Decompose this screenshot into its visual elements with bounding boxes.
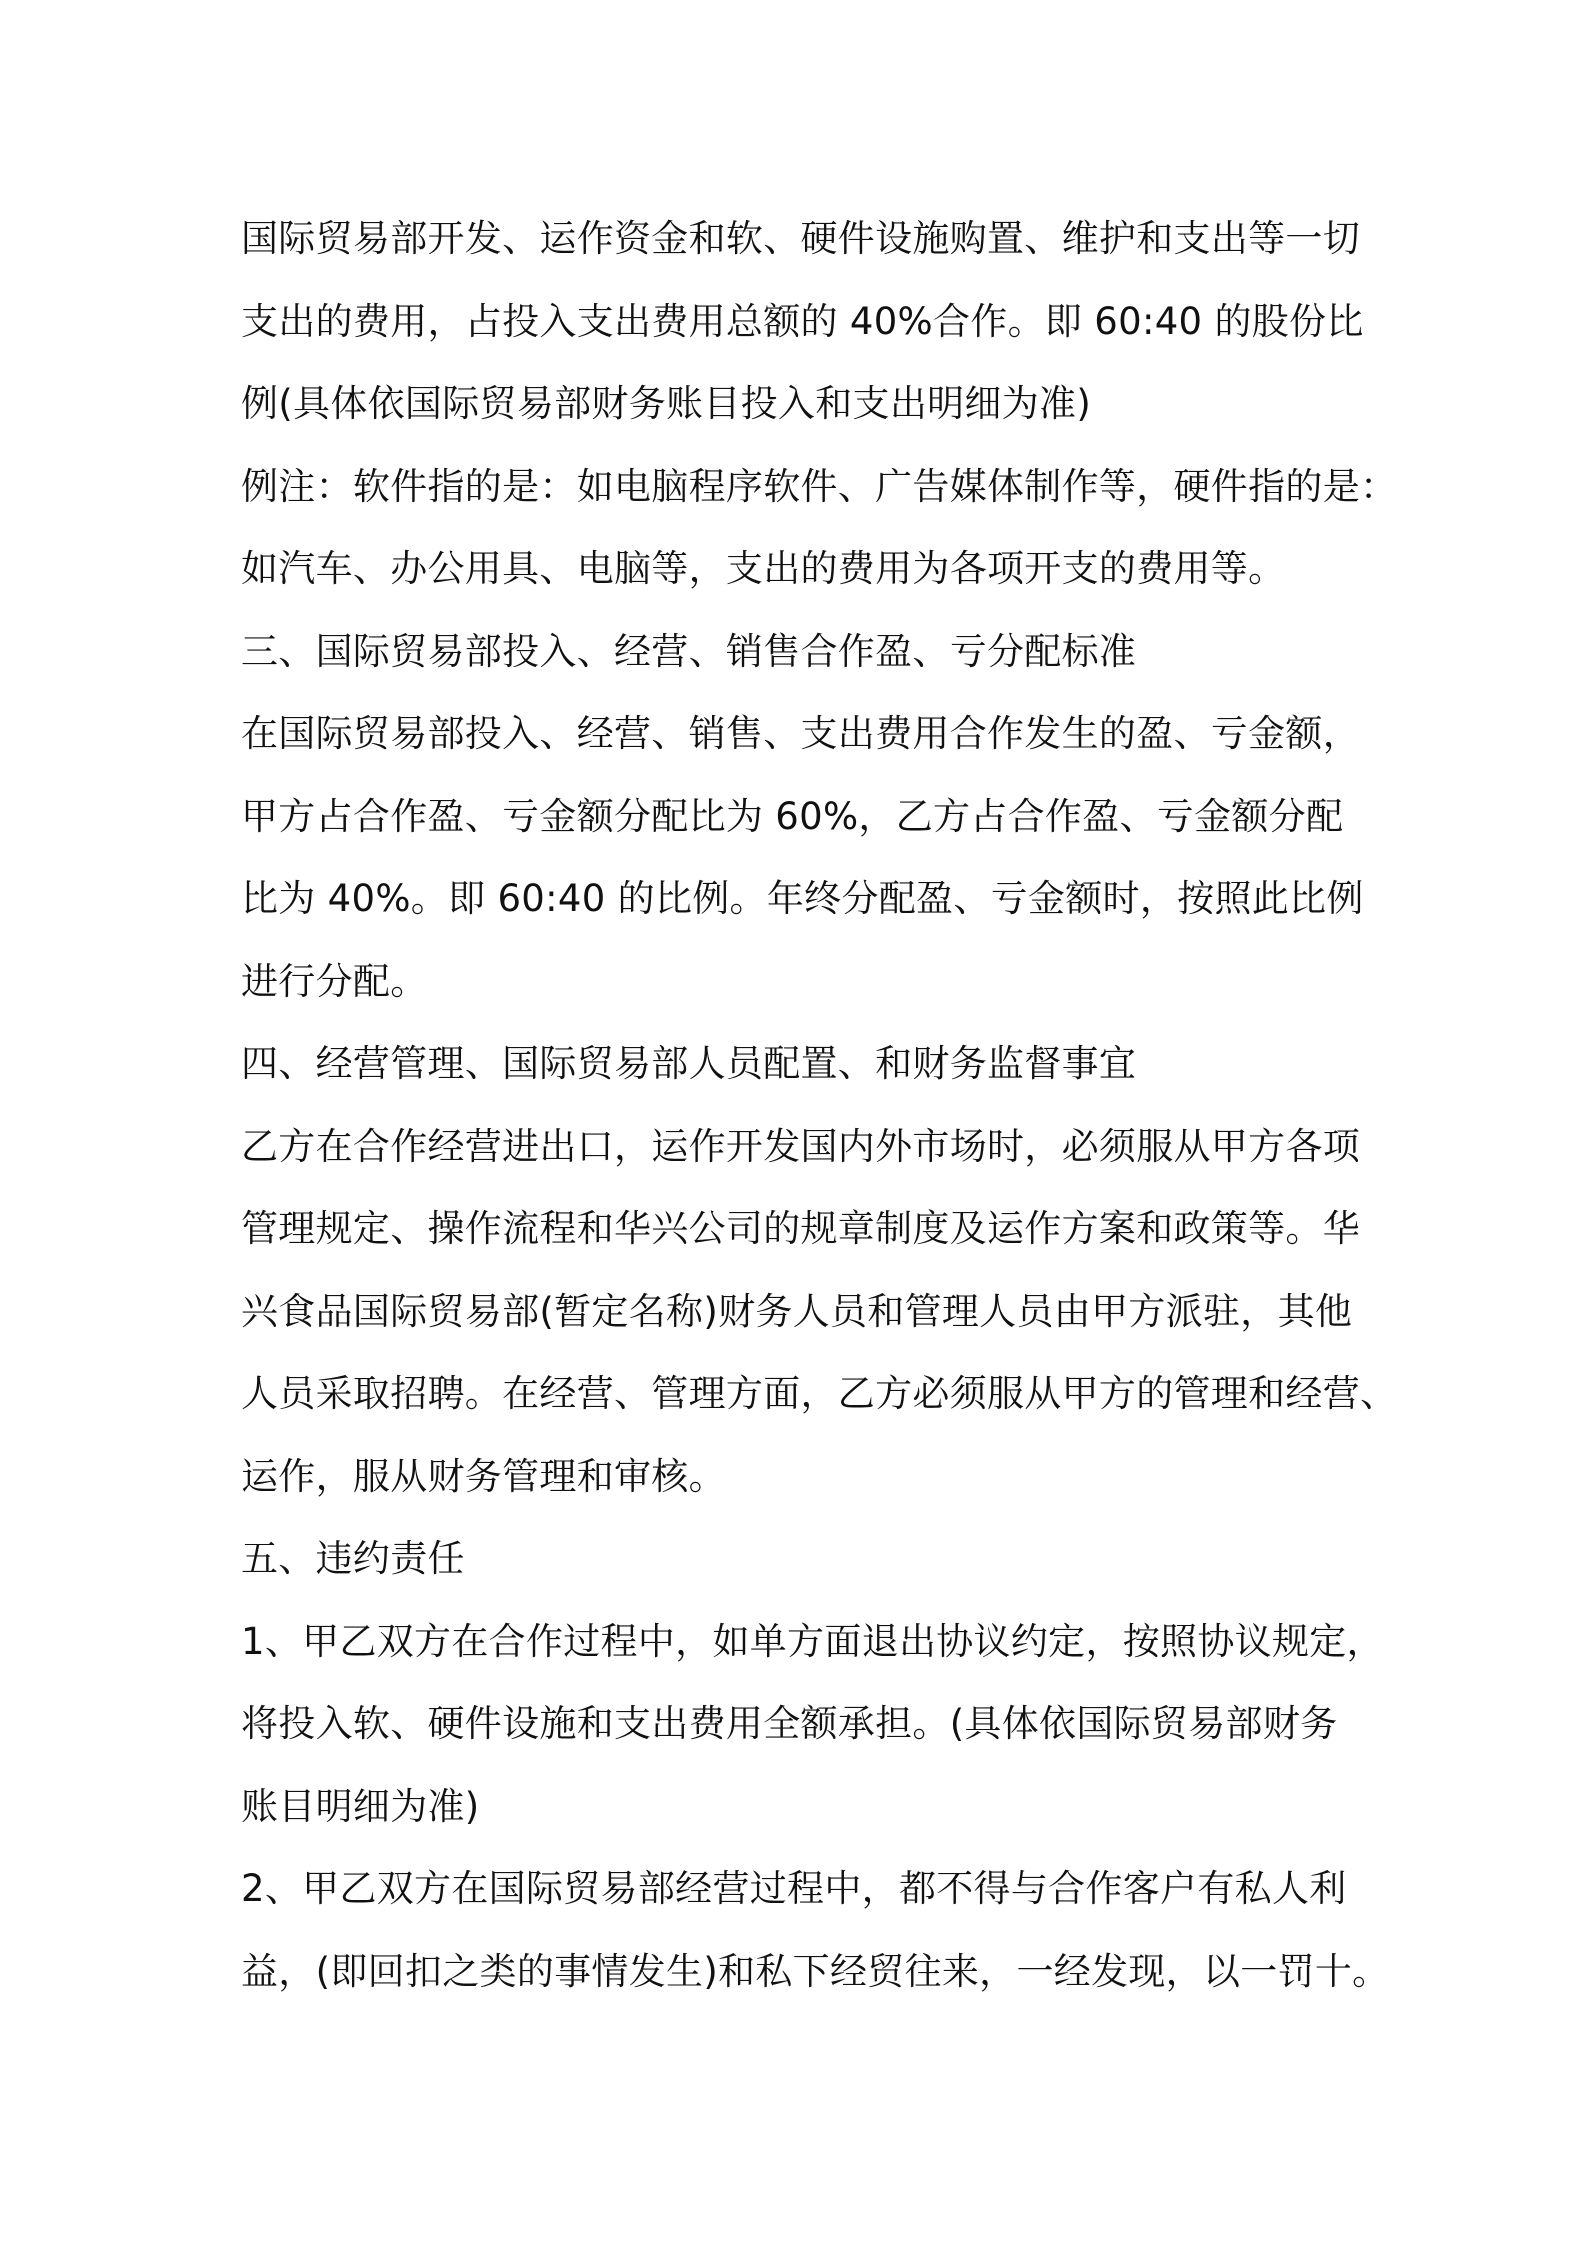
- paragraph-line: 进行分配。: [241, 959, 428, 1003]
- paragraph-line: 兴食品国际贸易部(暂定名称)财务人员和管理人员由甲方派驻，其他: [241, 1289, 1353, 1333]
- paragraph-line: 国际贸易部开发、运作资金和软、硬件设施购置、维护和支出等一切: [241, 217, 1360, 260]
- section-heading-4: 四、经营管理、国际贸易部人员配置、和财务监督事宜: [241, 1042, 1137, 1085]
- paragraph-line: 例(具体依国际贸易部财务账目投入和支出明细为准): [241, 382, 1092, 425]
- paragraph-line: 管理规定、操作流程和华兴公司的规章制度及运作方案和政策等。华: [241, 1207, 1360, 1250]
- document-body: [241, 198, 1398, 2013]
- clause-line: 2、甲乙双方在国际贸易部经营过程中，都不得与合作客户有私人利: [241, 1867, 1347, 1910]
- clause-line: 益，(即回扣之类的事情发生)和私下经贸往来，一经发现，以一罚十。: [241, 1949, 1390, 1993]
- paragraph-line: 在国际贸易部投入、经营、销售、支出费用合作发生的盈、亏金额，: [241, 712, 1360, 755]
- paragraph-line: 比为 40%。即 60:40 的比例。年终分配盈、亏金额时，按照此比例: [241, 877, 1364, 920]
- paragraph-line: 乙方在合作经营进出口，运作开发国内外市场时，必须服从甲方各项: [241, 1124, 1360, 1168]
- paragraph-line: 甲方占合作盈、亏金额分配比为 60%，乙方占合作盈、亏金额分配: [241, 794, 1344, 838]
- note-line: 例注：软件指的是：如电脑程序软件、广告媒体制作等，硬件指的是：: [241, 464, 1398, 508]
- paragraph-line: 运作，服从财务管理和审核。: [241, 1454, 726, 1498]
- paragraph-line: 支出的费用，占投入支出费用总额的 40%合作。即 60:40 的股份比: [241, 299, 1364, 343]
- section-heading-5: 五、违约责任: [241, 1537, 465, 1580]
- section-heading-3: 三、国际贸易部投入、经营、销售合作盈、亏分配标准: [241, 629, 1137, 673]
- paragraph-line: 人员采取招聘。在经营、管理方面，乙方必须服从甲方的管理和经营、: [241, 1372, 1398, 1415]
- clause-line: 账目明细为准): [241, 1784, 480, 1828]
- clause-line: 1、甲乙双方在合作过程中，如单方面退出协议约定，按照协议规定，: [241, 1619, 1384, 1663]
- clause-line: 将投入软、硬件设施和支出费用全额承担。(具体依国际贸易部财务: [241, 1702, 1338, 1745]
- note-line: 如汽车、办公用具、电脑等，支出的费用为各项开支的费用等。: [241, 547, 1286, 590]
